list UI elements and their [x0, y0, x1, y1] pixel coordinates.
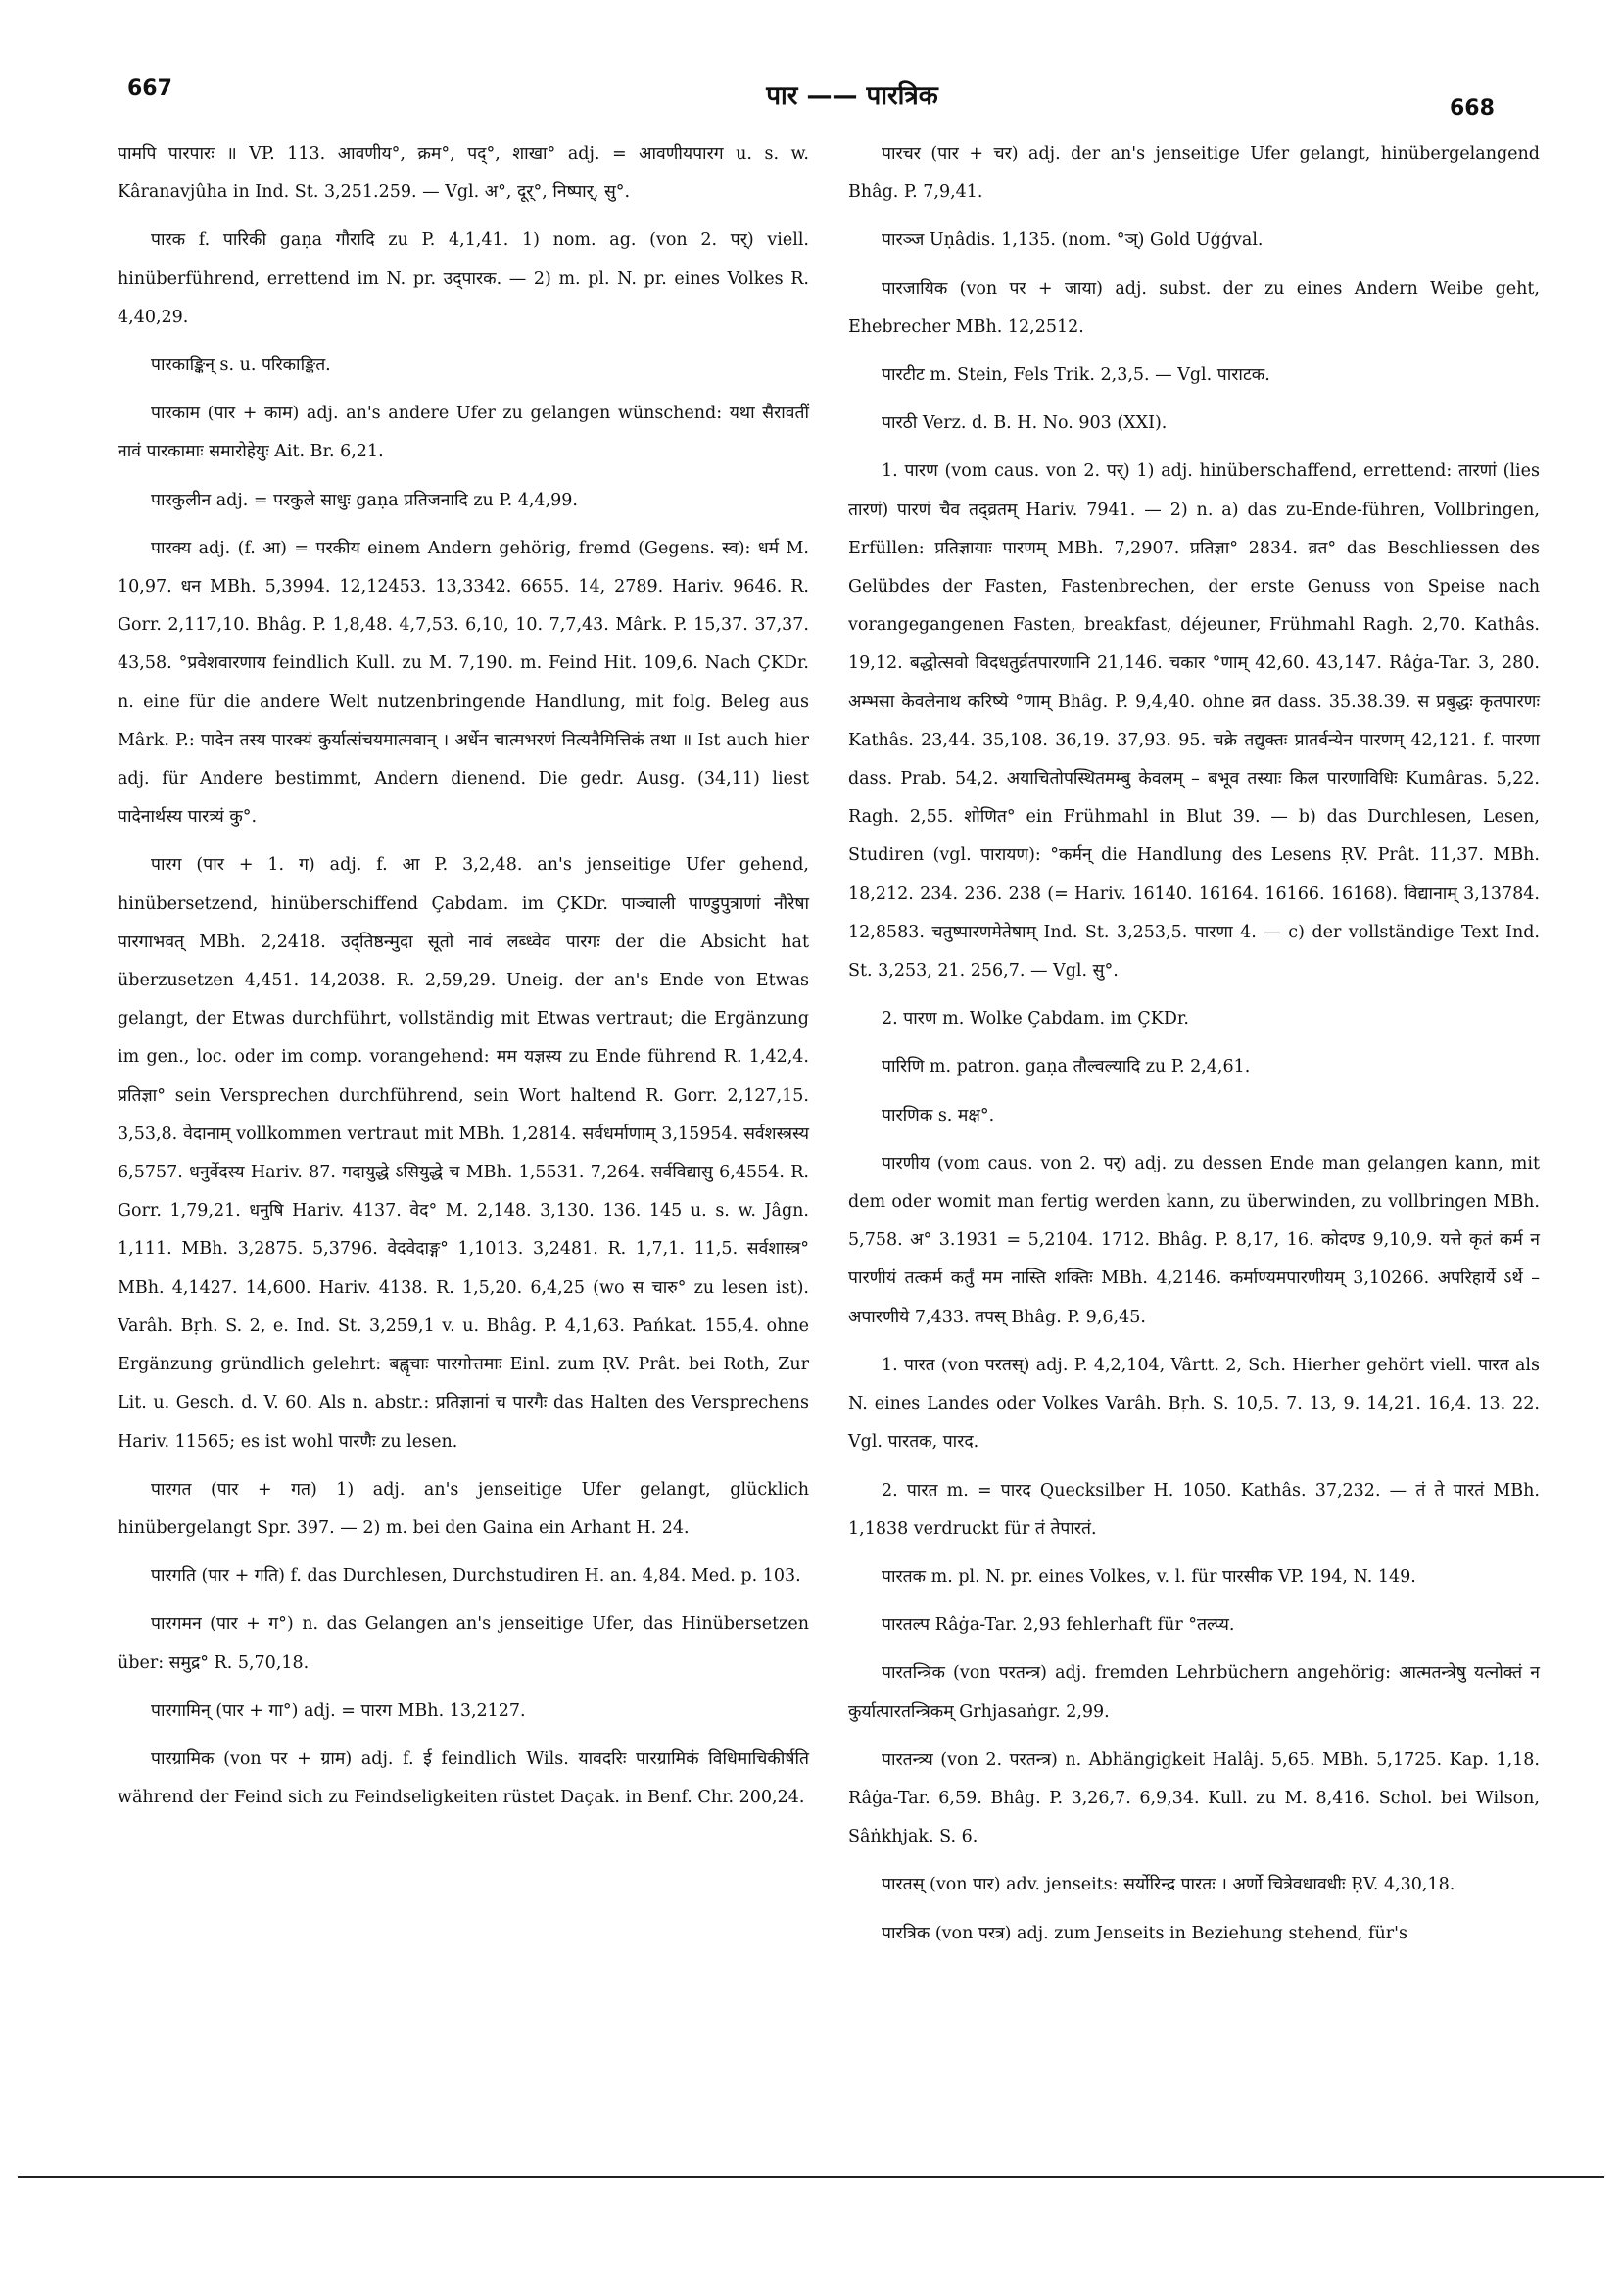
dictionary-entry: पारक्य adj. (f. आ) = परकीय einem Andern gehörig, fremd (Gegens. स्व): धर्म M. 10,97. धन MBh. 5,3994. 12,12453. 13,3342. 6655. 14, 2789. Hariv. 9646. R. Gorr. 2,117,10. Bhâg. P. 1,8,48. 4,7,53. 6,10, 10. 7,7,43. Mârk. P. 15,37. 37,37. 43,58. °प्रवेशवारणाय feindlich Kull. zu M. 7,190. m. Feind Hit. 109,6. Nach ÇKDr. n. eine für die andere Welt nutzenbringende Handlung, mit folg. Beleg aus Mârk. P.: पादेन तस्य पारक्यं कुर्यात्संचयमात्मवान् । अर्धेन चात्मभरणं नित्यनैमित्तिकं तथा ॥ Ist auch hier adj. für Andere bestimmt, Andern dienend. Die gedr. Ausg. (34,11) liest पादेनार्थस्य पारत्र्यं कु°.: [118, 538, 809, 828]
dictionary-entry: पारिणि m. patron. gaṇa तौल्वल्यादि zu P. 2,4,61.: [882, 1057, 1251, 1077]
page-number-right: 668: [1450, 96, 1495, 120]
dictionary-entry: पारत्रिक (von परत्र) adj. zum Jenseits in Beziehung stehend, für's: [882, 1923, 1407, 1943]
dictionary-entry: 2. पारत m. = पारद Quecksilber H. 1050. Kathâs. 37,232. — तं ते पारतं MBh. 1,1838 verdruckt für तं तेपारतं.: [848, 1480, 1540, 1539]
dictionary-entry: 1. पारण (vom caus. von 2. पर्) 1) adj. hinüberschaffend, errettend: तारणां (lies तारणं) पारणं चैव तद्व्रतम् Hariv. 7941. — 2) n. a) das zu-Ende-führen, Vollbringen, Erfüllen: प्रतिज्ञायाः पारणम् MBh. 7,2907. प्रतिज्ञा° 2834. व्रत° das Beschliessen des Gelübdes der Fasten, Fastenbrechen, der erste Genuss von Speise nach vorangegangenen Fasten, breakfast, déjeuner, Frühmahl Ragh. 2,70. Kathâs. 19,12. बद्धोत्सवो विदधतुर्व्रतपारणानि 21,146. चकार °णाम् 42,60. 43,147. Râġa-Tar. 3, 280. अम्भसा केवलेनाथ करिष्ये °णाम् Bhâg. P. 9,4,40. ohne व्रत dass. 35.38.39. स प्रबुद्धः कृतपारणः Kathâs. 23,44. 35,108. 36,19. 37,93. 95. चक्रे तद्युक्तः प्रातर्वन्येन पारणम् 42,121. f. पारणा dass. Prab. 54,2. अयाचितोपस्थितमम्बु केवलम् – बभूव तस्याः किल पारणाविधिः Kumâras. 5,22. Ragh. 2,55. शोणित° ein Frühmahl in Blut 39. — b) das Durchlesen, Lesen, Studiren (vgl. पारायण): °कर्मन् die Handlung des Lesens ṚV. Prât. 11,37. MBh. 18,212. 234. 236. 238 (= Hariv. 16140. 16164. 16166. 16168). विद्यानाम् 3,13784. 12,8583. चतुष्पारणमेतेषाम् Ind. St. 3,253,5. पारणा 4. — c) der vollständige Text Ind. St. 3,253, 21. 256,7. — Vgl. सु°.: [848, 461, 1540, 981]
dictionary-entry: पारक f. पारिकी gaṇa गौरादि zu P. 4,1,41. 1) nom. ag. (von 2. पर्) viell. hinüberführend, errettend im N. pr. उद्पारक. — 2) m. pl. N. pr. eines Volkes R. 4,40,29.: [118, 230, 809, 327]
dictionary-entry: पारणीय (vom caus. von 2. पर्) adj. zu dessen Ende man gelangen kann, mit dem oder womit man fertig werden kann, zu überwinden, zu vollbringen MBh. 5,758. अ° 3.1931 = 5,2104. 1712. Bhâg. P. 8,17, 16. कोदण्ड 9,10,9. यत्ते कृतं कर्म न पारणीयं तत्कर्म कर्तुं मम नास्ति शक्तिः MBh. 4,2146. कर्माण्यमपारणीयम् 3,10266. अपरिहार्ये ऽर्थे – अपारणीये 7,433. तपस् Bhâg. P. 9,6,45.: [848, 1153, 1540, 1327]
dictionary-entry: पारगति (पार + गति) f. das Durchlesen, Durchstudiren H. an. 4,84. Med. p. 103.: [151, 1566, 801, 1587]
left-column: [118, 135, 809, 1827]
dictionary-entry: पारणिक s. मक्ष°.: [882, 1105, 995, 1125]
dictionary-entry: पारतन्त्र्य (von 2. परतन्त्र) n. Abhängigkeit Halâj. 5,65. MBh. 5,1725. Kap. 1,18. Râġa-Tar. 6,59. Bhâg. P. 3,26,7. 6,9,34. Kull. zu M. 8,416. Schol. bei Wilson, Sâṅkhjak. S. 6.: [848, 1749, 1540, 1847]
running-head: पार —— पारत्रिक: [766, 81, 938, 111]
bottom-rule: [18, 2176, 1604, 2178]
dictionary-entry: पारतक m. pl. N. pr. eines Volkes, v. l. für पारसीक VP. 194, N. 149.: [882, 1566, 1416, 1587]
page-number-left: 667: [127, 76, 172, 101]
dictionary-entry: पारचर (पार + चर) adj. der an's jenseitige Ufer gelangt, hinübergelangend Bhâg. P. 7,9,41.: [848, 144, 1540, 203]
dictionary-entry: पारकुलीन adj. = परकुले साधुः gaṇa प्रतिजनादि zu P. 4,4,99.: [151, 490, 578, 510]
dictionary-entry: पारतन्त्रिक (von परतन्त्र) adj. fremden Lehrbüchern angehörig: आत्मतन्त्रेषु यत्नोक्तं न कुर्यात्पारतन्त्रिकम् Grhjasaṅgr. 2,99.: [848, 1663, 1540, 1722]
dictionary-entry: पारगमन (पार + ग°) n. das Gelangen an's jenseitige Ufer, das Hinübersetzen über: समुद्र° R. 5,70,18.: [118, 1614, 809, 1673]
dictionary-entry: पारकाङ्किन् s. u. परिकाङ्कित.: [151, 356, 331, 376]
dictionary-entry: पारञ्ज Uṇâdis. 1,135. (nom. °ञ्) Gold Uģģval.: [882, 230, 1264, 251]
dictionary-entry: पारगामिन् (पार + गा°) adj. = पारग MBh. 13,2127.: [151, 1700, 526, 1721]
dictionary-entry: 2. पारण m. Wolke Çabdam. im ÇKDr.: [882, 1009, 1189, 1029]
dictionary-entry: पामपि पारपारः ॥ VP. 113. आवणीय°, क्रम°, पद्°, शाखा° adj. = आवणीयपारग u. s. w. Kâranavjûha in Ind. St. 3,251.259. — Vgl. अ°, दूर्°, निष्पार्, सु°.: [118, 144, 809, 203]
dictionary-entry: 1. पारत (von परतस्) adj. P. 4,2,104, Vârtt. 2, Sch. Hierher gehört viell. पारत als N. eines Landes oder Volkes Varâh. Bṛh. S. 10,5. 7. 13, 9. 14,21. 16,4. 13. 22. Vgl. पारतक, पारद.: [848, 1355, 1540, 1453]
dictionary-entry: पारतल्प Râġa-Tar. 2,93 fehlerhaft für °तल्प्य.: [882, 1615, 1235, 1636]
right-column: [848, 135, 1540, 1963]
dictionary-entry: पारठी Verz. d. B. H. No. 903 (XXI).: [882, 413, 1168, 434]
dictionary-entry: पारग (पार + 1. ग) adj. f. आ P. 3,2,48. an's jenseitige Ufer gehend, hinübersetzend, hinüberschiffend Çabdam. im ÇKDr. पाञ्चाली पाण्डुपुत्राणां नौरेषा पारगाभवत् MBh. 2,2418. उद्तिष्ठन्मुदा सूतो नावं लब्ध्वेव पारगः der die Absicht hat überzusetzen 4,451. 14,2038. R. 2,59,29. Uneig. der an's Ende von Etwas gelangt, der Etwas durchführt, vollständig mit Etwas vertraut; die Ergänzung im gen., loc. oder im comp. vorangehend: मम यज्ञस्य zu Ende führend R. 1,42,4. प्रतिज्ञा° sein Versprechen durchführend, sein Wort haltend R. Gorr. 2,127,15. 3,53,8. वेदानाम् vollkommen vertraut mit MBh. 1,2814. सर्वधर्माणाम् 3,15954. सर्वशस्त्रस्य 6,5757. धनुर्वेदस्य Hariv. 87. गदायुद्धे ऽसियुद्धे च MBh. 1,5531. 7,264. सर्वविद्यासु 6,4554. R. Gorr. 1,79,21. धनुषि Hariv. 4137. वेद° M. 2,148. 3,130. 136. 145 u. s. w. Jâgn. 1,111. MBh. 3,2875. 5,3796. वेदवेदाङ्ग° 1,1013. 3,2481. R. 1,7,1. 11,5. सर्वशास्त्र° MBh. 4,1427. 14,600. Hariv. 4138. R. 1,5,20. 6,4,25 (wo स चारु° zu lesen ist). Varâh. Bṛh. S. 2, e. Ind. St. 3,259,1 v. u. Bhâg. P. 4,1,63. Pańkat. 155,4. ohne Ergänzung gründlich gelehrt: बह्वृचाः पारगोत्तमाः Einl. zum ṚV. Prât. bei Roth, Zur Lit. u. Gesch. d. V. 60. Als n. abstr.: प्रतिज्ञानां च पारगैः das Halten des Versprechens Hariv. 11565; es ist wohl पारणैः zu lesen.: [118, 855, 809, 1452]
dictionary-entry: पारकाम (पार + काम) adj. an's andere Ufer zu gelangen wünschend: यथा सैरावतीं नावं पारकामाः समारोहेयुः Ait. Br. 6,21.: [118, 404, 809, 462]
dictionary-entry: पारगत (पार + गत) 1) adj. an's jenseitige Ufer gelangt, glücklich hinübergelangt Spr. 397. — 2) m. bei den Gaina ein Arhant H. 24.: [118, 1479, 809, 1538]
dictionary-entry: पारतस् (von पार) adv. jenseits: सर्योरिन्द्र पारतः । अर्णो चित्रेवधावधीः ṚV. 4,30,18.: [882, 1875, 1455, 1895]
dictionary-entry: पारटीट m. Stein, Fels Trik. 2,3,5. — Vgl. पाराटक.: [882, 365, 1270, 386]
dictionary-entry: पारग्रामिक (von पर + ग्राम) adj. f. ई feindlich Wils. यावदरिः पारग्रामिकं विधिमाचिकीर्षति während der Feind sich zu Feindseligkeiten rüstet Daçak. in Benf. Chr. 200,24.: [118, 1748, 809, 1808]
dictionary-entry: पारजायिक (von पर + जाया) adj. subst. der zu eines Andern Weibe geht, Ehebrecher MBh. 12,2512.: [848, 278, 1540, 337]
